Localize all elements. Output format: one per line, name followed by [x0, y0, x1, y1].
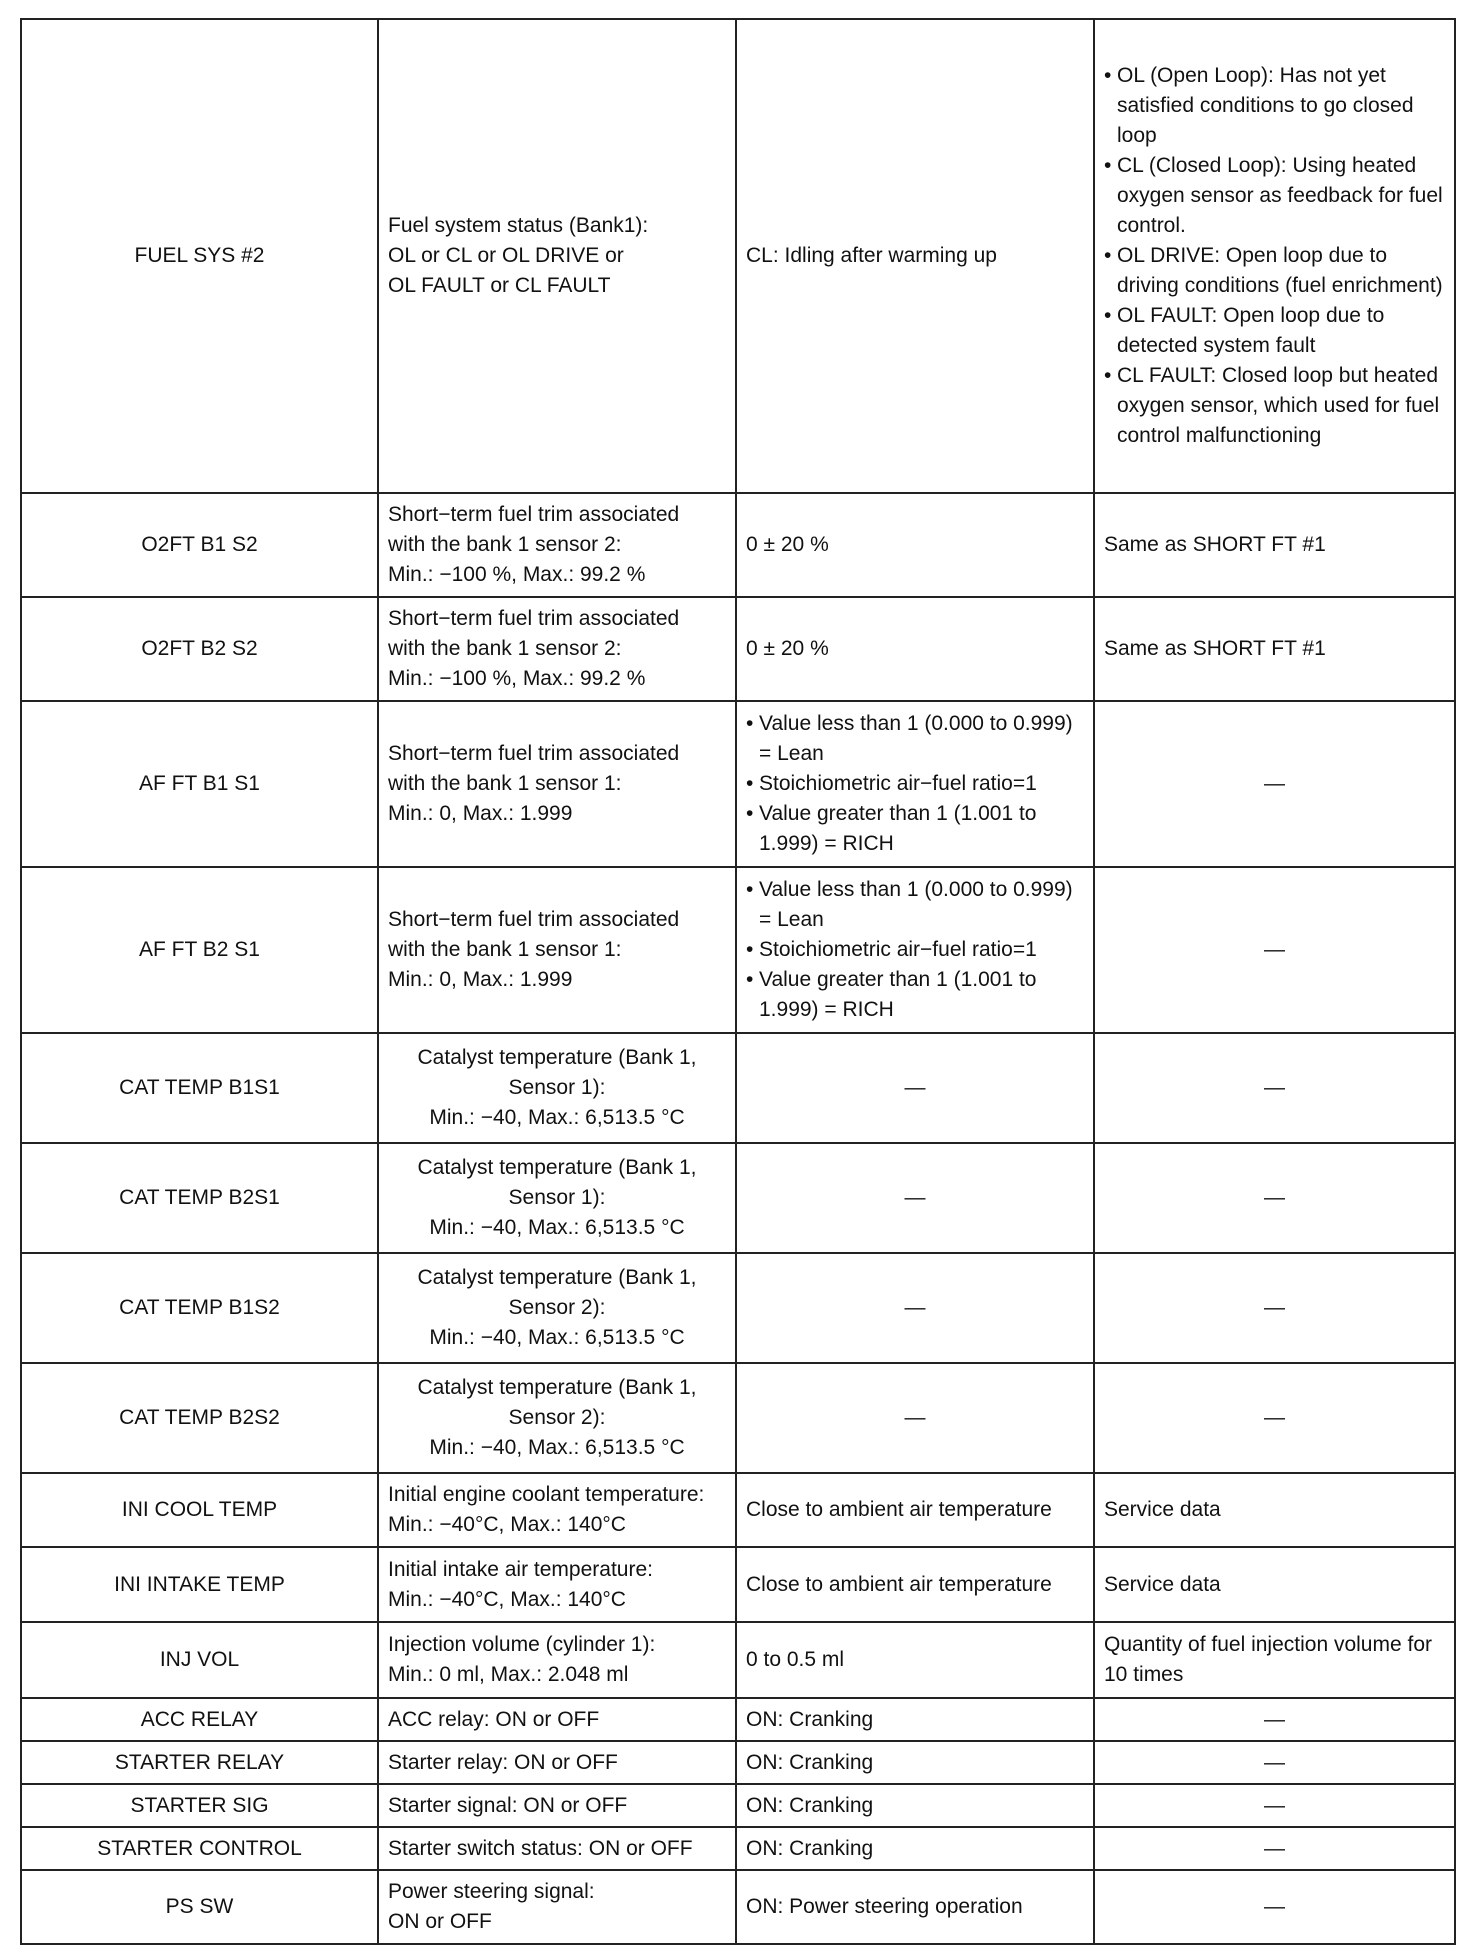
notes-cell: — [1094, 1827, 1455, 1870]
range-cell [378, 1143, 736, 1253]
normal-condition-cell: CL: Idling after warming up [736, 19, 1094, 493]
normal-item: • Value greater than 1 (1.001 to 1.999) = RICH [746, 965, 1084, 1025]
table-row [21, 1253, 1455, 1363]
notes-cell: — [1094, 1143, 1455, 1253]
item-cell: STARTER SIG [21, 1784, 378, 1827]
range-line: Sensor 2): [508, 1296, 606, 1319]
range-cell [378, 597, 736, 701]
range-line: Short−term fuel trim associated [388, 503, 680, 526]
range-cell: Starter signal: ON or OFF [378, 1784, 736, 1827]
range-line: Power steering signal: [388, 1880, 595, 1903]
normal-condition-cell: — [736, 1253, 1094, 1363]
table-row [21, 701, 1455, 867]
range-line: Min.: −100 %, Max.: 99.2 % [388, 563, 646, 586]
notes-cell: — [1094, 1033, 1455, 1143]
range-line: Short−term fuel trim associated [388, 607, 680, 630]
range-cell: Starter switch status: ON or OFF [378, 1827, 736, 1870]
note-item: • CL (Closed Loop): Using heated oxygen sensor as feedback for fuel control. [1104, 151, 1445, 241]
table-row [21, 19, 1455, 493]
range-cell [378, 1253, 736, 1363]
item-cell: O2FT B1 S2 [21, 493, 378, 597]
range-cell: ACC relay: ON or OFF [378, 1698, 736, 1741]
table-row [21, 1363, 1455, 1473]
normal-condition-cell: ON: Cranking [736, 1827, 1094, 1870]
range-cell [378, 1547, 736, 1622]
range-line: Catalyst temperature (Bank 1, [417, 1156, 697, 1179]
notes-cell: Service data [1094, 1473, 1455, 1547]
range-line: Min.: −100 %, Max.: 99.2 % [388, 667, 646, 690]
item-cell: CAT TEMP B2S1 [21, 1143, 378, 1253]
normal-condition-cell: — [736, 1363, 1094, 1473]
note-item: • OL FAULT: Open loop due to detected system fault [1104, 301, 1445, 361]
table-row [21, 1698, 1455, 1741]
normal-condition-cell [736, 701, 1094, 867]
range-cell [378, 1033, 736, 1143]
normal-condition-cell: ON: Power steering operation [736, 1870, 1094, 1944]
notes-cell: — [1094, 867, 1455, 1033]
range-line: Catalyst temperature (Bank 1, [417, 1266, 697, 1289]
notes-cell: — [1094, 701, 1455, 867]
normal-condition-cell: ON: Cranking [736, 1698, 1094, 1741]
range-cell [378, 867, 736, 1033]
table-row [21, 1547, 1455, 1622]
item-cell: O2FT B2 S2 [21, 597, 378, 701]
range-cell [378, 1473, 736, 1547]
normal-condition-cell: 0 ± 20 % [736, 597, 1094, 701]
range-line: OL or CL or OL DRIVE or [388, 244, 624, 267]
table-row [21, 1143, 1455, 1253]
range-line: Min.: −40, Max.: 6,513.5 °C [429, 1106, 685, 1129]
notes-cell: Same as SHORT FT #1 [1094, 597, 1455, 701]
table-row [21, 1784, 1455, 1827]
range-line: Initial intake air temperature: [388, 1557, 653, 1581]
range-cell [378, 1870, 736, 1944]
table-row [21, 1473, 1455, 1547]
table-row [21, 597, 1455, 701]
notes-cell: — [1094, 1870, 1455, 1944]
range-cell [378, 493, 736, 597]
normal-item: • Stoichiometric air−fuel ratio=1 [746, 769, 1084, 799]
table-row [21, 1033, 1455, 1143]
range-line: Sensor 2): [508, 1406, 606, 1429]
normal-item: • Value less than 1 (0.000 to 0.999) = Lean [746, 875, 1084, 935]
notes-cell: — [1094, 1784, 1455, 1827]
normal-item: • Value greater than 1 (1.001 to 1.999) = RICH [746, 799, 1084, 859]
item-cell: ACC RELAY [21, 1698, 378, 1741]
item-cell: AF FT B1 S1 [21, 701, 378, 867]
table-row [21, 1827, 1455, 1870]
item-cell: FUEL SYS #2 [21, 19, 378, 493]
range-line: ON or OFF [388, 1910, 492, 1933]
item-cell: INI COOL TEMP [21, 1473, 378, 1547]
notes-cell [1094, 19, 1455, 493]
range-line: Min.: −40, Max.: 6,513.5 °C [429, 1216, 685, 1239]
range-line: Min.: −40°C, Max.: 140°C [388, 1587, 626, 1611]
normal-item: • Value less than 1 (0.000 to 0.999) = Lean [746, 709, 1084, 769]
normal-condition-cell [736, 867, 1094, 1033]
range-cell [378, 1622, 736, 1698]
range-line: with the bank 1 sensor 2: [388, 533, 622, 556]
item-cell: INI INTAKE TEMP [21, 1547, 378, 1622]
item-cell: STARTER CONTROL [21, 1827, 378, 1870]
notes-cell: — [1094, 1698, 1455, 1741]
range-line: Short−term fuel trim associated [388, 908, 680, 931]
note-item: • OL (Open Loop): Has not yet satisfied conditions to go closed loop [1104, 61, 1445, 151]
notes-cell: Same as SHORT FT #1 [1094, 493, 1455, 597]
range-line: Sensor 1): [508, 1076, 606, 1099]
range-line: Min.: 0 ml, Max.: 2.048 ml [388, 1663, 629, 1686]
range-cell [378, 1363, 736, 1473]
item-cell: INJ VOL [21, 1622, 378, 1698]
diagnostic-data-table [20, 18, 1456, 1945]
notes-cell: Quantity of fuel injection volume for 10 times [1094, 1622, 1455, 1698]
table-row [21, 867, 1455, 1033]
normal-item: • Stoichiometric air−fuel ratio=1 [746, 935, 1084, 965]
range-line: Short−term fuel trim associated [388, 742, 680, 765]
range-line: Initial engine coolant temperature: [388, 1483, 705, 1506]
note-item: • OL DRIVE: Open loop due to driving conditions (fuel enrichment) [1104, 241, 1445, 301]
range-cell: Starter relay: ON or OFF [378, 1741, 736, 1784]
item-cell: CAT TEMP B1S2 [21, 1253, 378, 1363]
item-cell: CAT TEMP B1S1 [21, 1033, 378, 1143]
table-row [21, 1741, 1455, 1784]
notes-cell: Service data [1094, 1547, 1455, 1622]
normal-condition-cell: — [736, 1033, 1094, 1143]
range-line: Sensor 1): [508, 1186, 606, 1209]
normal-condition-cell: ON: Cranking [736, 1741, 1094, 1784]
range-line: Min.: −40°C, Max.: 140°C [388, 1513, 626, 1536]
range-line: Fuel system status (Bank1): [388, 214, 649, 237]
range-line: Min.: 0, Max.: 1.999 [388, 802, 573, 825]
normal-condition-cell: 0 to 0.5 ml [736, 1622, 1094, 1698]
range-cell [378, 701, 736, 867]
normal-condition-cell: ON: Cranking [736, 1784, 1094, 1827]
range-line: with the bank 1 sensor 1: [388, 938, 622, 961]
item-cell: STARTER RELAY [21, 1741, 378, 1784]
range-line: OL FAULT or CL FAULT [388, 274, 611, 297]
range-line: with the bank 1 sensor 1: [388, 772, 622, 795]
item-cell: AF FT B2 S1 [21, 867, 378, 1033]
normal-condition-cell: Close to ambient air temperature [736, 1547, 1094, 1622]
range-cell [378, 19, 736, 493]
normal-condition-cell: 0 ± 20 % [736, 493, 1094, 597]
table-row [21, 1622, 1455, 1698]
normal-condition-cell: — [736, 1143, 1094, 1253]
range-line: Catalyst temperature (Bank 1, [417, 1046, 697, 1069]
table-row [21, 1870, 1455, 1944]
note-item: • CL FAULT: Closed loop but heated oxygen sensor, which used for fuel control malfunctioning [1104, 361, 1445, 451]
normal-condition-cell: Close to ambient air temperature [736, 1473, 1094, 1547]
notes-cell: — [1094, 1363, 1455, 1473]
item-cell: CAT TEMP B2S2 [21, 1363, 378, 1473]
range-line: Injection volume (cylinder 1): [388, 1633, 656, 1656]
range-line: Catalyst temperature (Bank 1, [417, 1376, 697, 1399]
range-line: Min.: 0, Max.: 1.999 [388, 968, 573, 991]
table-row [21, 493, 1455, 597]
item-cell: PS SW [21, 1870, 378, 1944]
range-line: Min.: −40, Max.: 6,513.5 °C [429, 1326, 685, 1349]
range-line: with the bank 1 sensor 2: [388, 637, 622, 660]
notes-cell: — [1094, 1253, 1455, 1363]
notes-cell: — [1094, 1741, 1455, 1784]
range-line: Min.: −40, Max.: 6,513.5 °C [429, 1436, 685, 1459]
